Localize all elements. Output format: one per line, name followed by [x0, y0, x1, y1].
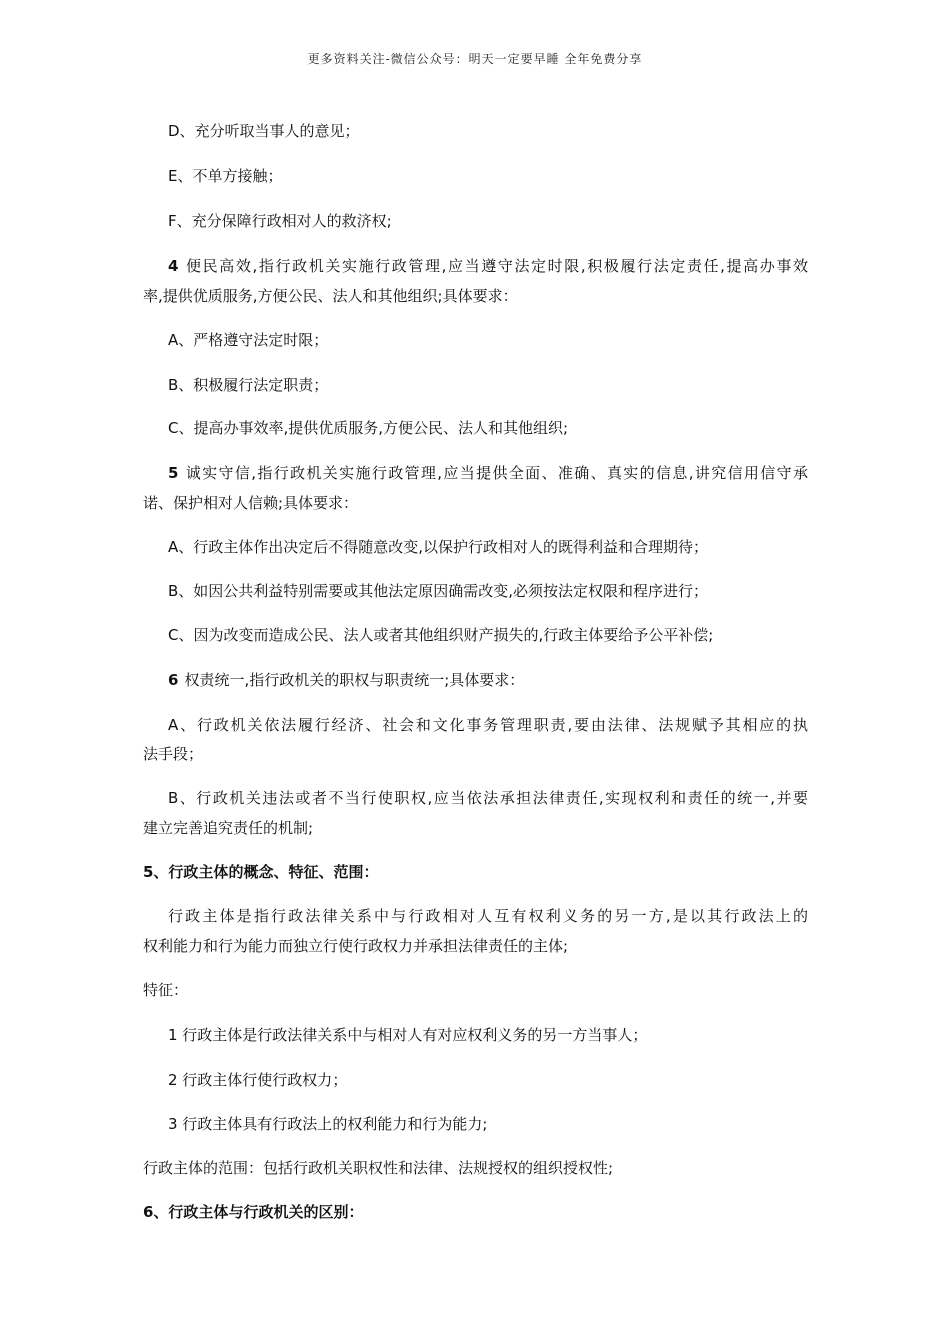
paragraph-line: 建立完善追究责任的机制; [143, 819, 314, 837]
paragraph-line: 行政主体的范围：包括行政机关职权性和法律、法规授权的组织授权性; [143, 1159, 614, 1177]
paragraph-line: E、不单方接触； [168, 167, 283, 185]
paragraph-line: 特征： [143, 981, 189, 999]
paragraph-line: B、行政机关违法或者不当行使职权,应当依法承担法律责任,实现权利和责任的统一,并要 [168, 789, 808, 807]
paragraph-line: B、如因公共利益特别需要或其他法定原因确需改变,必须按法定权限和程序进行； [168, 582, 709, 600]
section-heading: 6、行政主体与行政机关的区别： [143, 1203, 364, 1221]
paragraph-line: 权利能力和行为能力而独立行使行政权力并承担法律责任的主体; [143, 937, 569, 955]
paragraph-line: C、因为改变而造成公民、法人或者其他组织财产损失的,行政主体要给予公平补偿; [168, 626, 714, 644]
paragraph-line [168, 665, 808, 695]
item-number: 6 [168, 671, 179, 689]
paragraph-line: 1 行政主体是行政法律关系中与相对人有对应权利义务的另一方当事人； [168, 1026, 648, 1044]
paragraph-text: 诚实守信,指行政机关实施行政管理,应当提供全面、准确、真实的信息,讲究信用信守承 [184, 464, 808, 482]
paragraph-line: A、严格遵守法定时限； [168, 331, 329, 349]
paragraph-line: 行政主体是指行政法律关系中与行政相对人互有权利义务的另一方,是以其行政法上的 [168, 907, 808, 925]
paragraph-line: C、提高办事效率,提供优质服务,方便公民、法人和其他组织; [168, 419, 569, 437]
section-heading: 5、行政主体的概念、特征、范围： [143, 863, 379, 881]
paragraph-line: A、行政机关依法履行经济、社会和文化事务管理职责,要由法律、法规赋予其相应的执 [168, 716, 808, 734]
paragraph-text: 便民高效,指行政机关实施行政管理,应当遵守法定时限,积极履行法定责任,提高办事效 [184, 257, 808, 275]
paragraph-line: A、行政主体作出决定后不得随意改变,以保护行政相对人的既得利益和合理期待； [168, 538, 709, 556]
paragraph-line [168, 458, 808, 488]
paragraph-text: 权责统一,指行政机关的职权与职责统一;具体要求： [184, 671, 525, 689]
paragraph-line: F、充分保障行政相对人的救济权; [168, 212, 392, 230]
page-header: 更多资料关注-微信公众号：明天一定要早睡 全年免费分享 [307, 52, 643, 66]
paragraph-line: 诺、保护相对人信赖;具体要求： [143, 494, 359, 512]
paragraph-line: D、充分听取当事人的意见； [168, 122, 360, 140]
paragraph-line: 率,提供优质服务,方便公民、法人和其他组织;具体要求： [143, 287, 518, 305]
item-number: 5 [168, 464, 179, 482]
paragraph-line [168, 251, 808, 281]
paragraph-line: 3 行政主体具有行政法上的权利能力和行为能力; [168, 1115, 488, 1133]
paragraph-line: 2 行政主体行使行政权力； [168, 1071, 348, 1089]
item-number: 4 [168, 257, 179, 275]
paragraph-line: 法手段； [143, 745, 204, 763]
paragraph-line: B、积极履行法定职责； [168, 376, 329, 394]
